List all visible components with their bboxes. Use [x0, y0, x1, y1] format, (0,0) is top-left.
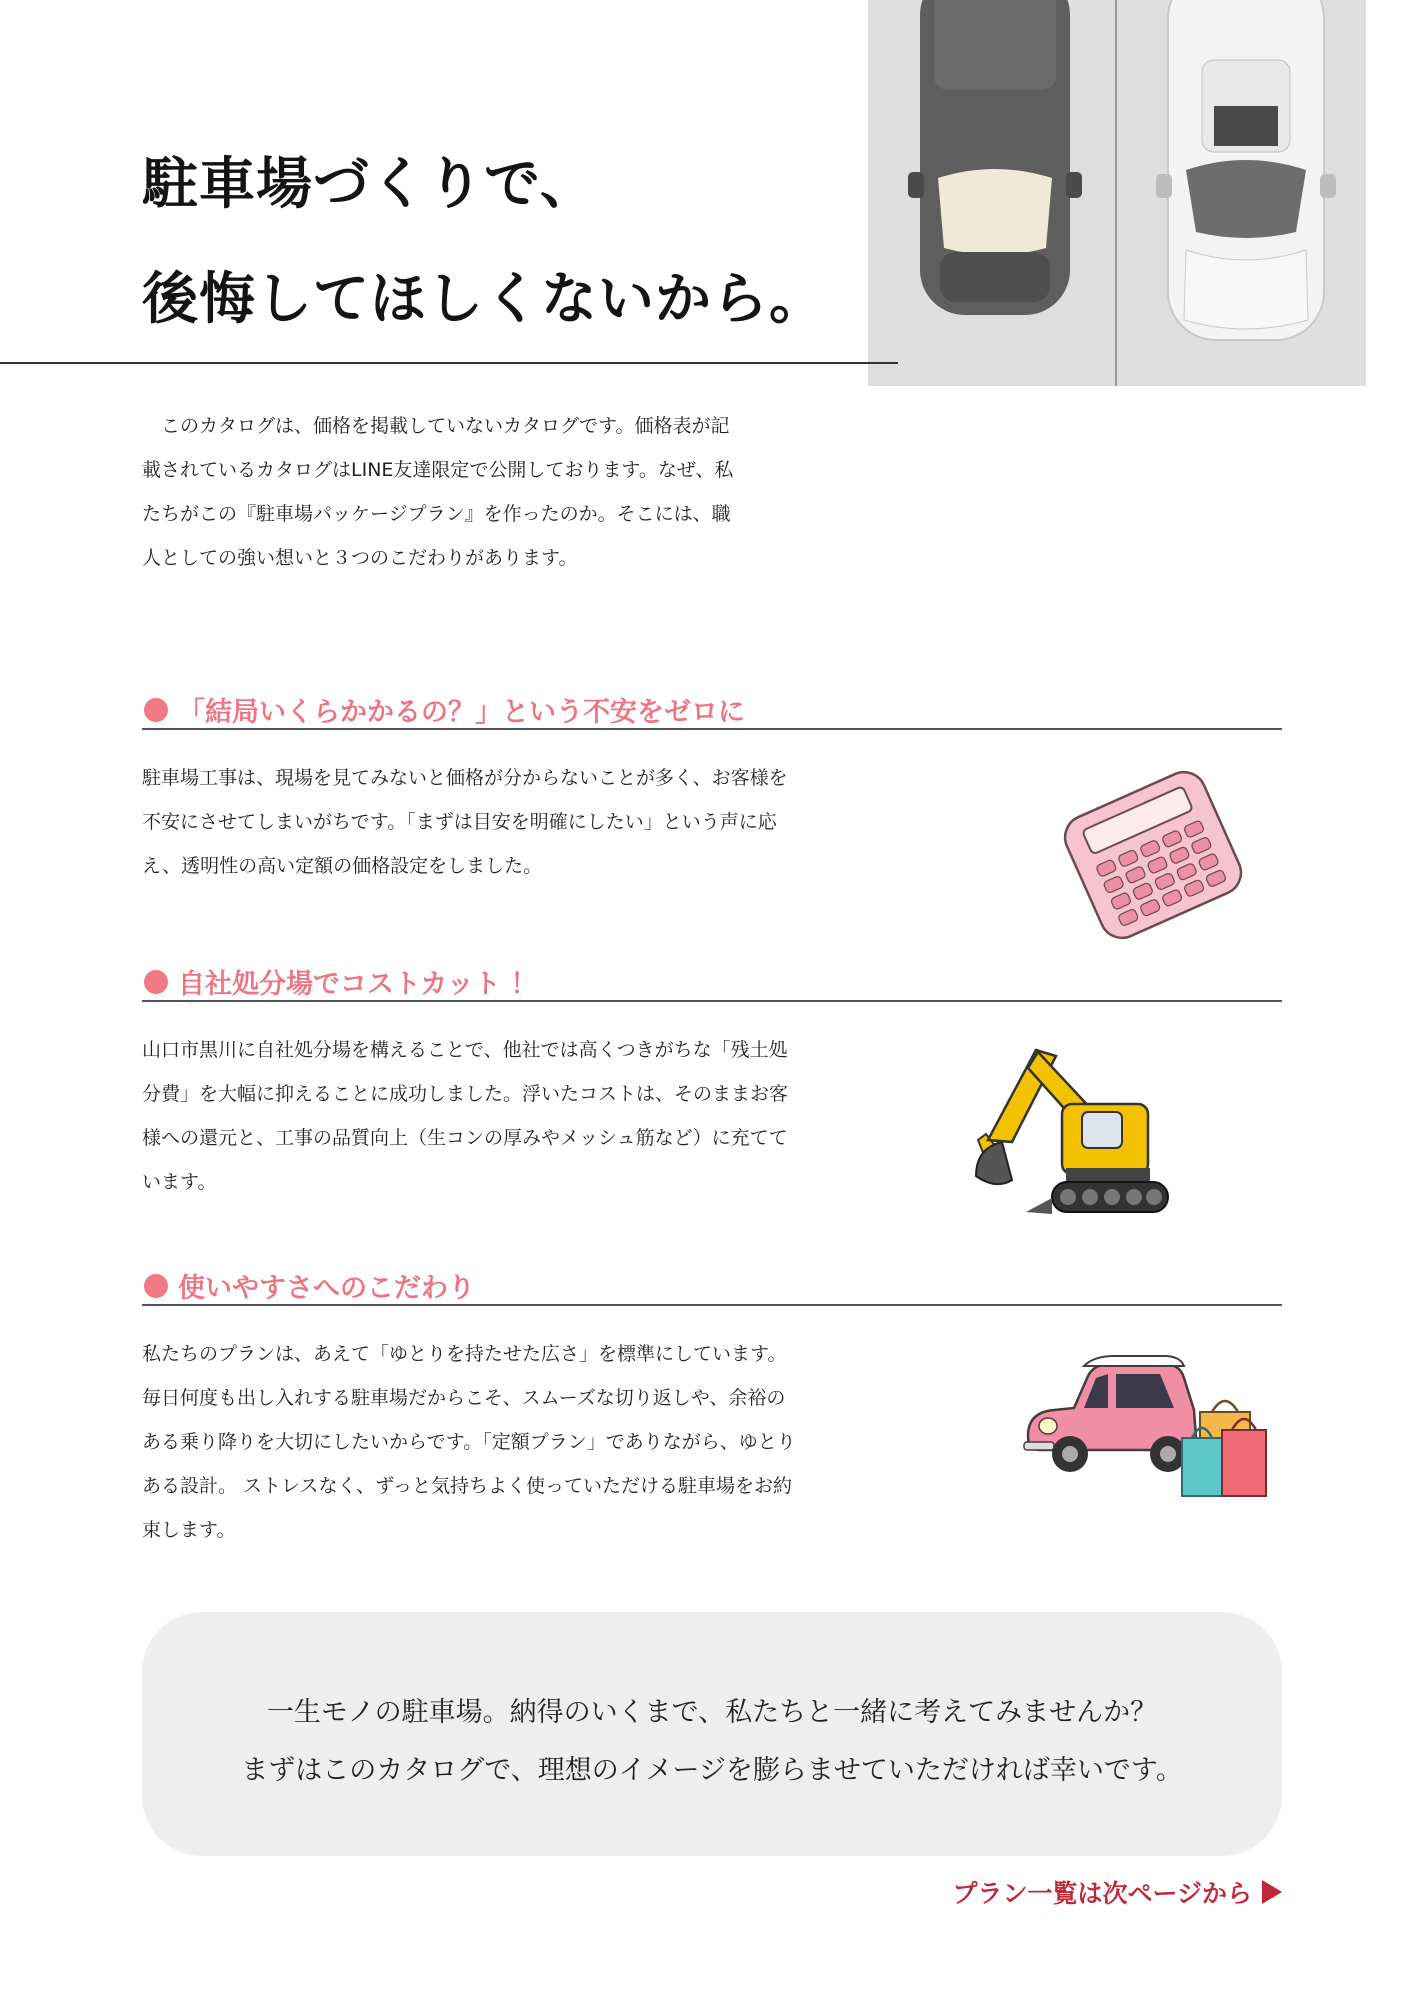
section-line: 不安にさせてしまいがちです。「まずは目安を明確にしたい」という声に応 — [142, 811, 777, 833]
section-heading-price — [142, 690, 1282, 730]
section-line: 様への還元と、工事の品質向上（生コンの厚みやメッシュ筋など）に充てて — [142, 1127, 788, 1149]
section-heading-text: 自社処分場でコストカット ！ — [178, 969, 538, 1000]
intro-paragraph — [142, 404, 862, 580]
intro-line: 人としての強い想いと３つのこだわりがあります。 — [142, 547, 578, 569]
next-page-link-label: プラン一覧は次ページから — [952, 1879, 1252, 1908]
section-line: 分費」を大幅に抑えることに成功しました。浮いたコストは、そのままお客 — [142, 1083, 789, 1105]
intro-line: たちがこの『駐車場パッケージプラン』を作ったのか。そこには、職 — [142, 503, 731, 525]
intro-line: このカタログは、価格を掲載していないカタログです。価格表が記 — [142, 415, 730, 437]
section-line: 私たちのプランは、あえて「ゆとりを持たせた広さ」を標準にしています。 — [142, 1343, 787, 1365]
section-heading-text: 「結局いくらかかるの？」という不安をゼロに — [178, 697, 745, 728]
section-body-price — [142, 756, 922, 888]
section-body-usability — [142, 1332, 922, 1552]
section-line: え、透明性の高い定額の価格設定をしました。 — [142, 855, 543, 877]
section-heading-text: 使いやすさへのこだわり — [178, 1273, 475, 1304]
dark-car-topview — [908, 0, 1082, 315]
closing-message-box — [142, 1612, 1282, 1856]
section-line: ある設計。 ストレスなく、ずっと気持ちよく使っていただける駐車場をお約 — [142, 1475, 792, 1497]
next-page-link[interactable] — [952, 1874, 1282, 1910]
section-line: ある乗り降りを大切にしたいからです。「定額プラン」でありながら、ゆとり — [142, 1431, 796, 1453]
section-line: 束します。 — [142, 1519, 236, 1541]
hero-parking-photo — [868, 0, 1366, 386]
section-heading-usability — [142, 1266, 1282, 1306]
section-line: 駐車場工事は、現場を見てみないと価格が分からないことが多く、お客様を — [142, 767, 788, 789]
triangle-right-icon — [1262, 1880, 1282, 1904]
white-car-topview — [1156, 0, 1336, 340]
calculator-illustration — [1048, 770, 1258, 944]
closing-message-line1: 一生モノの駐車場。納得のいくまで、私たちと一緒に考えてみませんか？ — [266, 1697, 1158, 1728]
bullet-dot-icon — [144, 1274, 168, 1298]
bullet-dot-icon — [144, 970, 168, 994]
closing-message-line2: まずはこのカタログで、理想のイメージを膨らませていただければ幸いです。 — [241, 1755, 1183, 1786]
car-shopping-illustration — [1014, 1350, 1274, 1504]
section-line: 毎日何度も出し入れする駐車場だからこそ、スムーズな切り返しや、余裕の — [142, 1387, 786, 1409]
page-title-line2: 後悔してほしくないから。 — [142, 267, 826, 332]
title-divider — [0, 362, 898, 364]
page-title-line1: 駐車場づくりで、 — [142, 152, 597, 217]
section-line: 山口市黒川に自社処分場を構えることで、他社では高くつきがちな「残土処 — [142, 1039, 788, 1061]
excavator-illustration — [966, 1030, 1176, 1234]
section-body-cost — [142, 1028, 922, 1204]
intro-line: 載されているカタログはLINE友達限定で公開しております。なぜ、私 — [142, 459, 734, 481]
section-line: います。 — [142, 1171, 217, 1193]
bullet-dot-icon — [144, 698, 168, 722]
section-heading-cost — [142, 962, 1282, 1002]
